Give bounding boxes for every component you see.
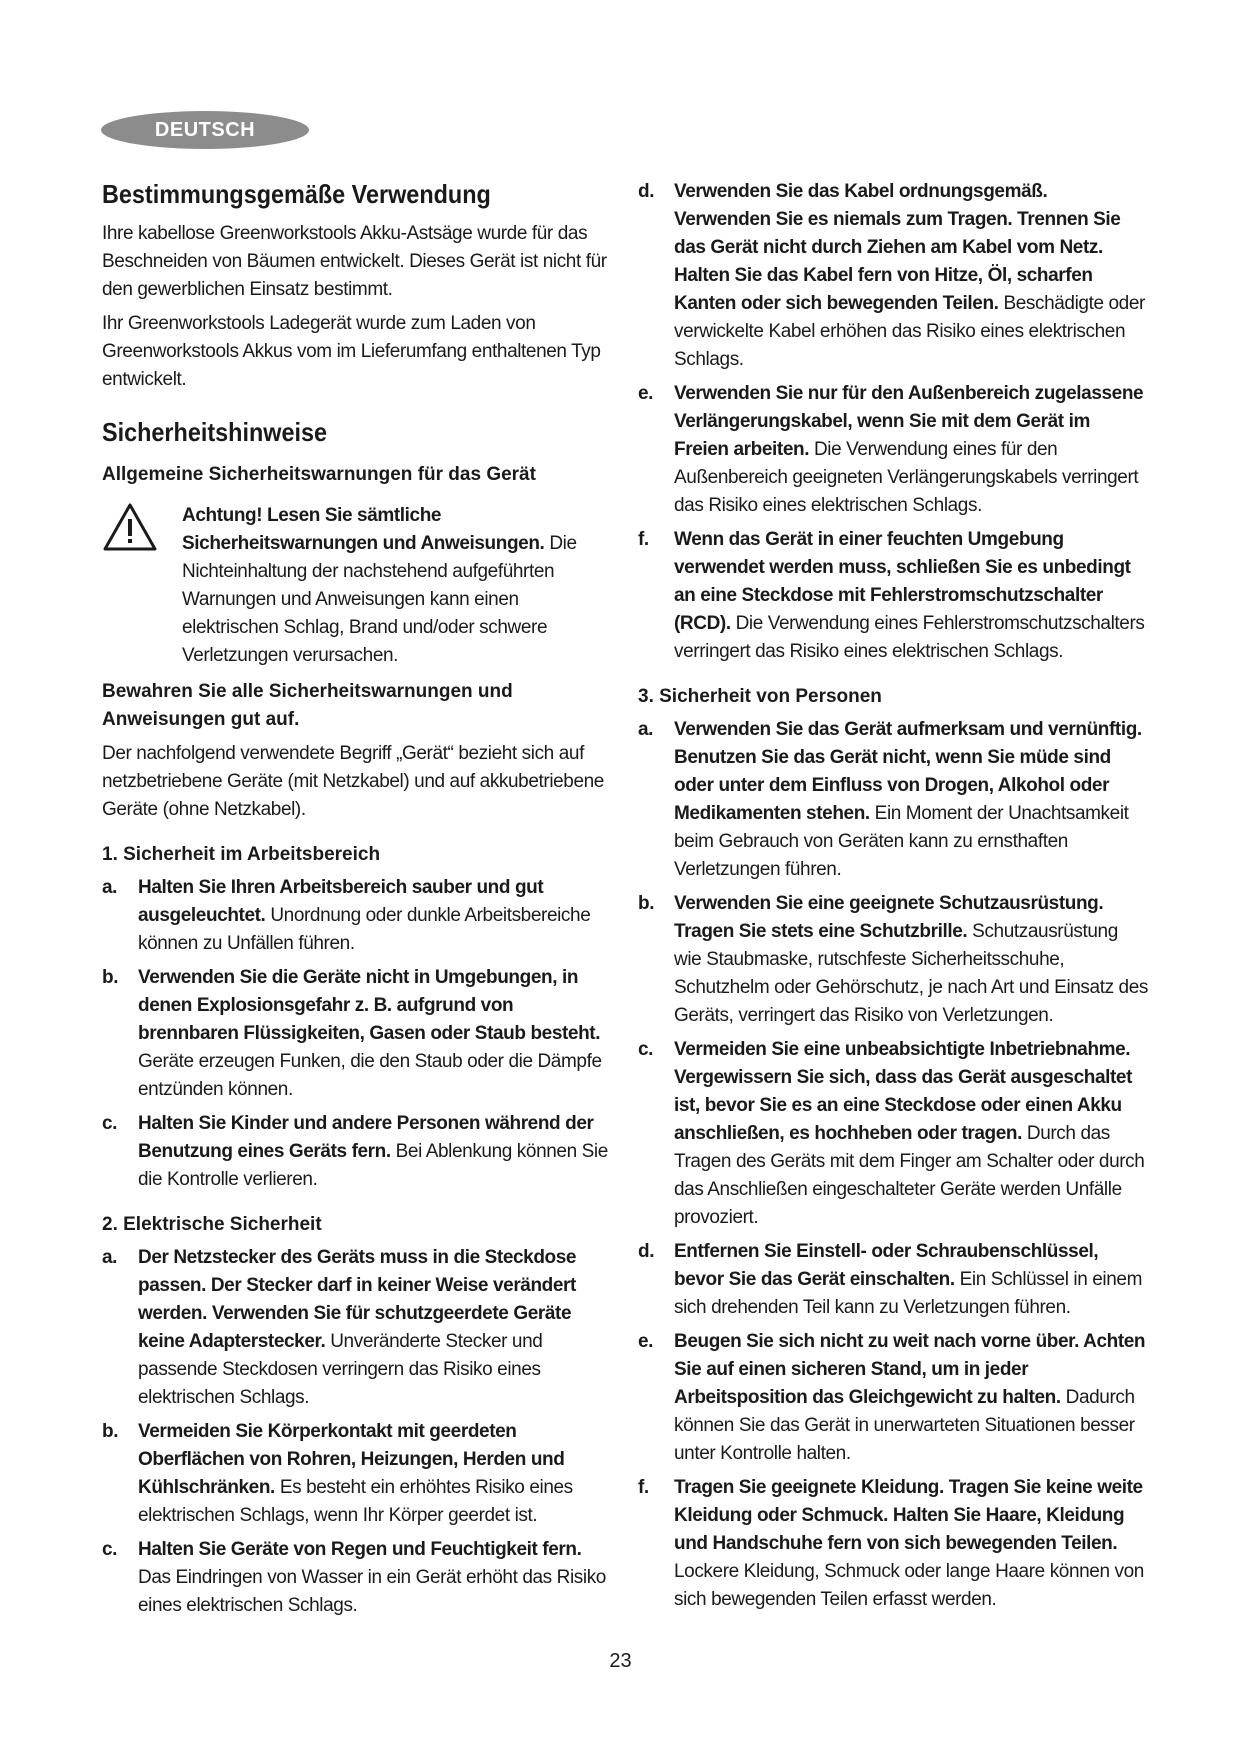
heading-safety: Sicherheitshinweise (102, 417, 327, 447)
list-item: b. Vermeiden Sie Körperkontakt mit geerdeten Oberflächen von Rohren, Heizungen, Herden und Kühlschränken. Es besteht ein erhöhtes Risiko eines elektrischen Schlags, wenn Ihr Körper geerdet ist. (102, 1421, 573, 1526)
list-item: f. Tragen Sie geeignete Kleidung. Tragen Sie keine weite Kleidung oder Schmuck. Halten Sie Haare, Kleidung und Handschuhe fern von sich bewegenden Teilen. Lockere Kleidung, Schmuck oder lange Haare können von sich bewegenden Teilen erfasst werden. (638, 1477, 1144, 1610)
list-item: a. Verwenden Sie das Gerät aufmerksam und vernünftig. Benutzen Sie das Gerät nicht, wenn Sie müde sind oder unter dem Einfluss von Drogen, Alkohol oder Medikamenten stehen. Ein Moment der Unachtsamkeit beim Gebrauch von Geräten kann zu ernsthaften Verletzungen führen. (638, 719, 1142, 880)
keep-instructions: Bewahren Sie alle Sicherheitswarnungen und Anweisungen gut auf. (102, 681, 513, 730)
section-3-title: 3. Sicherheit von Personen (638, 686, 882, 707)
language-tab (100, 110, 310, 150)
right-column (638, 178, 1148, 1620)
page-number: 23 (609, 1650, 632, 1672)
section-2-title: 2. Elektrische Sicherheit (102, 1214, 322, 1235)
warning-bold-text: Achtung! Lesen Sie sämtliche Sicherheitswarnungen und Anweisungen. (182, 505, 545, 554)
language-tab-label: DEUTSCH (154, 119, 256, 141)
heading-general-warnings: Allgemeine Sicherheitswarnungen für das Gerät (102, 464, 536, 485)
list-item: e. Verwenden Sie nur für den Außenbereich zugelassene Verlängerungskabel, wenn Sie mit dem Gerät im Freien arbeiten. Die Verwendung eines für den Außenbereich geeigneten Verlängerungskabels verringert das Risiko eines elektrischen Schlags. (638, 383, 1144, 516)
list-item: b. Verwenden Sie eine geeignete Schutzausrüstung. Tragen Sie stets eine Schutzbrille. Schutzausrüstung wie Staubmaske, rutschfeste Sicherheitsschuhe, Schutzhelm oder Gehörschutz, je nach Art und Einsatz des Geräts, verringert das Risiko von Verletzungen. (638, 893, 1148, 1026)
heading-intended-use: Bestimmungsgemäße Verwendung (102, 179, 491, 209)
warning-block (102, 502, 612, 670)
term-definition: Der nachfolgend verwendete Begriff „Gerät“ bezieht sich auf netzbetriebene Geräte (mit Netzkabel) und auf akkubetriebene Geräte (ohne Netzkabel). (102, 743, 604, 820)
warning-triangle-icon (102, 502, 158, 552)
list-item: a. Halten Sie Ihren Arbeitsbereich sauber und gut ausgeleuchtet. Unordnung oder dunkle Arbeitsbereiche können zu Unfällen führen. (102, 877, 591, 954)
intended-use-paragraph-1: Ihre kabellose Greenworkstools Akku-Astsäge wurde für das Beschneiden von Bäumen entwickelt. Dieses Gerät ist nicht für den gewerblichen Einsatz bestimmt. (102, 223, 607, 300)
list-item: f. Wenn das Gerät in einer feuchten Umgebung verwendet werden muss, schließen Sie es unbedingt an eine Steckdose mit Fehlerstromschutzschalter (RCD). Die Verwendung eines Fehlerstromschutzschalters verringert das Risiko eines elektrischen Schlags. (638, 529, 1145, 662)
list-item: a. Der Netzstecker des Geräts muss in die Steckdose passen. Der Stecker darf in keiner Weise verändert werden. Verwenden Sie für schutzgeerdete Geräte keine Adapterstecker. Unveränderte Stecker und passende Steckdosen verringern das Risiko eines elektrischen Schlags. (102, 1247, 577, 1408)
intended-use-paragraph-2: Ihr Greenworkstools Ladegerät wurde zum Laden von Greenworkstools Akkus vom im Lieferumfang enthaltenen Typ entwickelt. (102, 313, 601, 390)
list-item: d. Entfernen Sie Einstell- oder Schraubenschlüssel, bevor Sie das Gerät einschalten. Ein Schlüssel in einem sich drehenden Teil kann zu Verletzungen führen. (638, 1241, 1143, 1318)
list-item: c. Halten Sie Geräte von Regen und Feuchtigkeit fern. Das Eindringen von Wasser in ein Gerät erhöht das Risiko eines elektrischen Schlags. (102, 1539, 606, 1616)
list-item: d. Verwenden Sie das Kabel ordnungsgemäß. Verwenden Sie es niemals zum Tragen. Trennen Sie das Gerät nicht durch Ziehen am Kabel vom Netz. Halten Sie das Kabel fern von Hitze, Öl, scharfen Kanten oder sich bewegenden Teilen. Beschädigte oder verwickelte Kabel erhöhen das Risiko eines elektrischen Schlags. (638, 181, 1145, 370)
left-column (102, 178, 612, 1626)
list-item: b. Verwenden Sie die Geräte nicht in Umgebungen, in denen Explosionsgefahr z. B. aufgrund von brennbaren Flüssigkeiten, Gasen oder Staub besteht. Geräte erzeugen Funken, die den Staub oder die Dämpfe entzünden können. (102, 967, 602, 1100)
list-item: c. Halten Sie Kinder und andere Personen während der Benutzung eines Geräts fern. Bei Ablenkung können Sie die Kontrolle verlieren. (102, 1113, 608, 1190)
list-item: c. Vermeiden Sie eine unbeabsichtigte Inbetriebnahme. Vergewissern Sie sich, dass das Gerät ausgeschaltet ist, bevor Sie es an eine Steckdose oder einen Akku anschließen, es hochheben oder tragen. Durch das Tragen des Geräts mit dem Finger am Schalter oder durch das Anschließen eingeschalteter Geräte werden Unfälle provoziert. (638, 1039, 1145, 1228)
list-item: e. Beugen Sie sich nicht zu weit nach vorne über. Achten Sie auf einen sicheren Stand, um in jeder Arbeitsposition das Gleichgewicht zu halten. Dadurch können Sie das Gerät in unerwarteten Situationen besser unter Kontrolle halten. (638, 1331, 1146, 1464)
section-1-title: 1. Sicherheit im Arbeitsbereich (102, 844, 381, 865)
warning-text: Die Nichteinhaltung der nachstehend aufgeführten Warnungen und Anweisungen kann einen elektrischen Schlag, Brand und/oder schwere Verletzungen verursachen. (182, 533, 577, 666)
